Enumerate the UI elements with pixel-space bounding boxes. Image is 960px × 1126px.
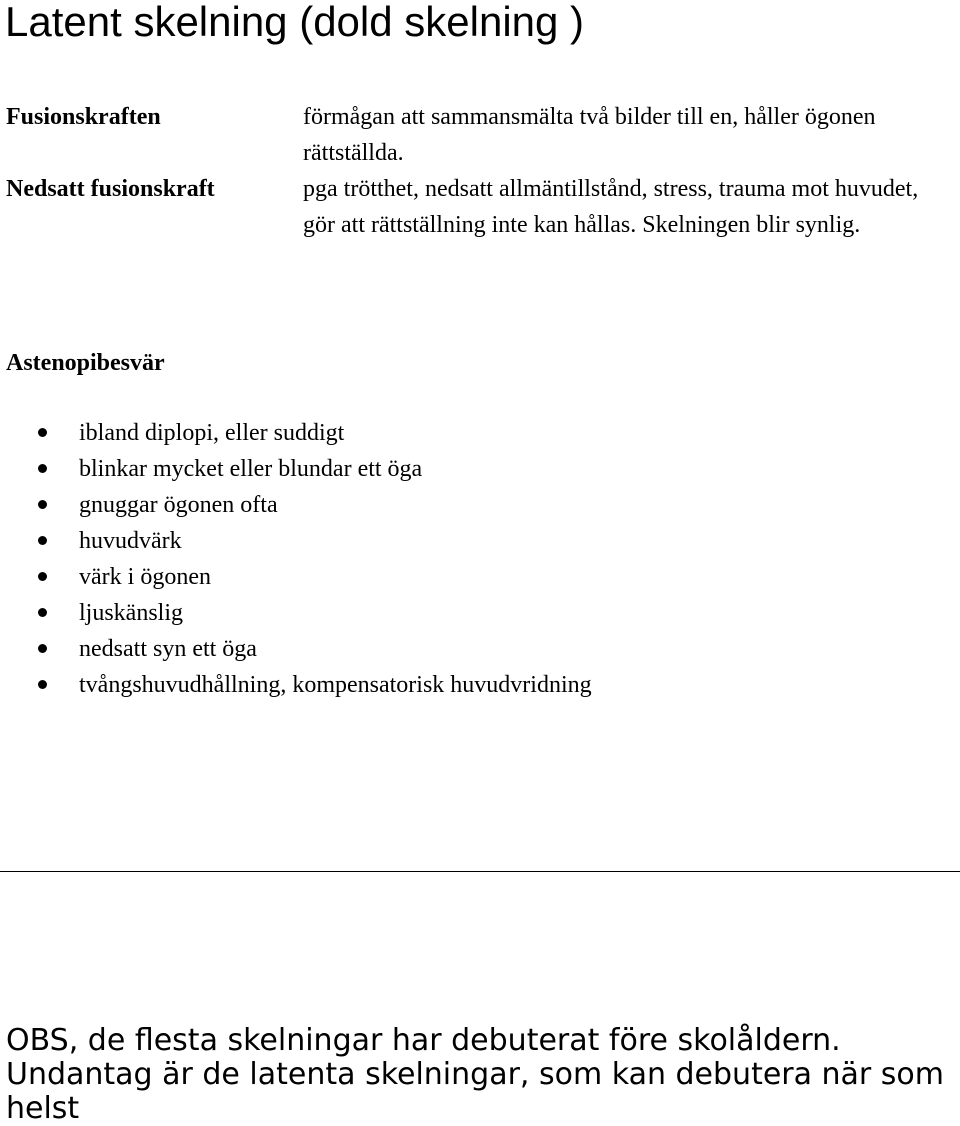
definition-nedsatt-fusionskraft: pga trötthet, nedsatt allmäntillstånd, stress, trauma mot huvudet, gör att rättställning inte kan hållas. Skelningen blir synlig. [303, 176, 919, 238]
symptom-text: nedsatt syn ett öga [79, 636, 257, 662]
bullet-icon [38, 680, 47, 689]
definition-fusionskraften: förmågan att sammansmälta två bilder till en, håller ögonen rättställda. [303, 104, 876, 166]
symptom-text: huvudvärk [79, 528, 182, 554]
divider [0, 871, 960, 872]
bullet-icon [38, 464, 47, 473]
footer-note: OBS, de flesta skelningar har debuterat före skolåldern. Undantag är de latenta skelningar, som kan debutera när som helst [6, 1023, 945, 1126]
bullet-icon [38, 536, 47, 545]
symptom-text: ibland diplopi, eller suddigt [79, 420, 345, 446]
term-fusionskraften: Fusionskraften [6, 104, 161, 130]
bullet-icon [38, 500, 47, 509]
bullet-icon [38, 644, 47, 653]
bullet-icon [38, 608, 47, 617]
bullet-icon [38, 572, 47, 581]
symptom-text: gnuggar ögonen ofta [79, 492, 278, 518]
symptom-text: blinkar mycket eller blundar ett öga [79, 456, 423, 482]
astenopi-heading: Astenopibesvär [6, 350, 165, 376]
page-title: Latent skelning (dold skelning ) [5, 0, 585, 45]
term-nedsatt-fusionskraft: Nedsatt fusionskraft [6, 176, 215, 202]
symptom-text: ljuskänslig [79, 600, 184, 626]
symptom-text: värk i ögonen [79, 564, 211, 590]
bullet-icon [38, 428, 47, 437]
symptom-text: tvångshuvudhållning, kompensatorisk huvudvridning [79, 672, 592, 698]
